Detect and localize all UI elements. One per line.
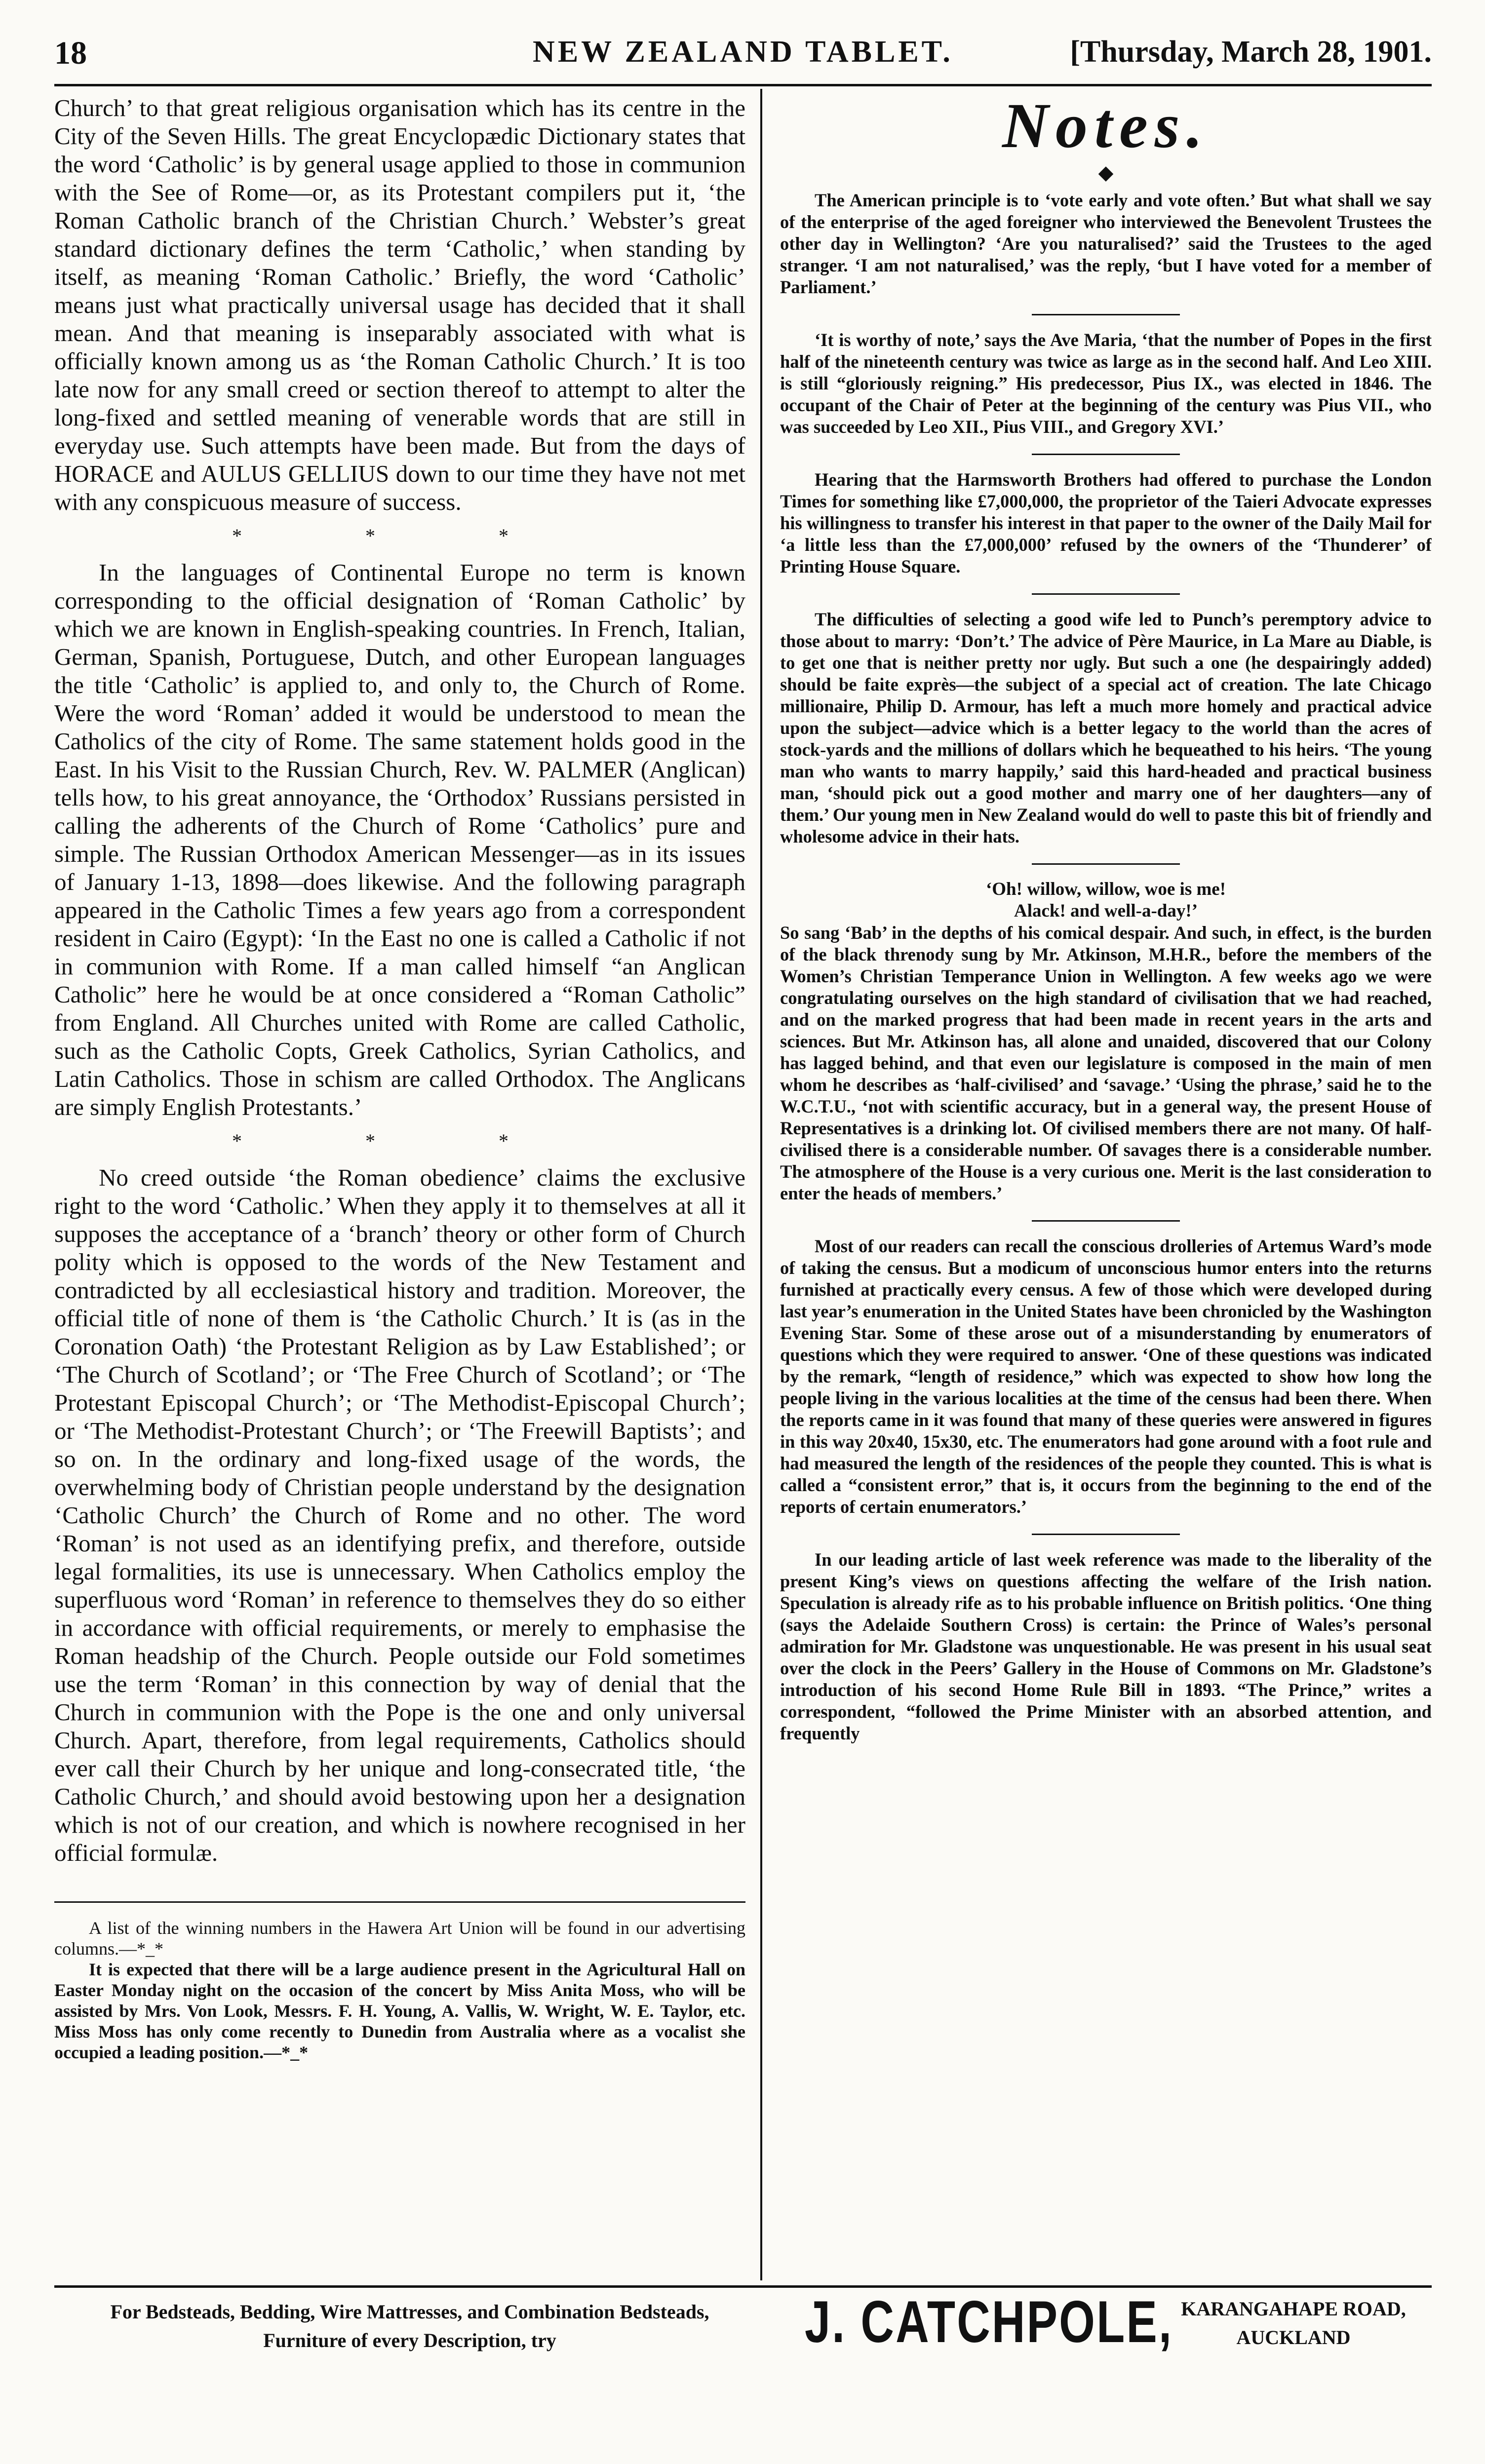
newspaper-page: [54, 15, 1432, 2448]
paper-title: NEW ZEALAND TABLET.: [533, 35, 953, 69]
note-divider: [1032, 1534, 1180, 1535]
masthead: [54, 35, 1432, 89]
verse-line: Alack! and well-a-day!’: [1014, 901, 1198, 921]
section-separator: * * *: [232, 1130, 568, 1152]
note-paragraph: Hearing that the Harmsworth Brothers had offered to purchase the London Times for something like £7,000,000, the proprietor of the Taieri Advocate expresses his willingness to transfer his interest in that paper to the owner of the Daily Mail for ‘a little less than the £7,000,000’ refused by the owners of the ‘Thunderer’ of Printing House Square.: [780, 469, 1432, 577]
note-divider: [1032, 1220, 1180, 1222]
note-divider: [1032, 314, 1180, 315]
short-notes: [54, 1901, 745, 2063]
verse-line: ‘Oh! willow, willow, woe is me!: [985, 879, 1226, 899]
short-note: It is expected that there will be a large audience present in the Agricultural Hall on Easter Monday night on the occasion of the concert by Miss Anita Moss, who will be assisted by Mrs. Von Look, Messrs. F. H. Young, A. Vallis, W. Wright, W. E. Taylor, etc. Miss Moss has only come recently to Dunedin from Australia where as a vocalist she occupied a leading position.—*_*: [54, 1960, 745, 2062]
header-rule: [54, 84, 1432, 86]
note-paragraph: So sang ‘Bab’ in the depths of his comical despair. And such, in effect, is the burden of the black threnody sung by Mr. Atkinson, M.H.R., before the members of the Women’s Christian Temperance Union in Wellington. A few weeks ago we were congratulating ourselves on the high standard of civilisation that we had reached, and on the marked progress that had been made in recent years in the arts and sciences. But Mr. Atkinson has, all alone and unaided, discovered that our Colony has lagged behind, and that even our legislature is composed in the main of men whom he describes as ‘half-civilised’ and ‘savage.’ ‘Using the phrase,’ said he to the W.C.T.U., ‘not with scientific accuracy, but in a general way, the present House of Representatives is a drinking lot. Of civilised members there are not many. Of half-civilised there is a considerable number. Of savages there is a considerable number. The atmosphere of the House is a very curious one. Merit is the last consideration to enter the heads of members.’: [780, 923, 1432, 1203]
section-separator: * * *: [232, 525, 568, 547]
ad-line: Furniture of every Description, try: [263, 2329, 556, 2351]
article-paragraph: Church’ to that great religious organisation which has its centre in the City of the Seven Hills. The great Encyclopædic Dictionary states that the word ‘Catholic’ is by general usage applied to those in communion with the See of Rome—or, as its Protestant compilers put it, ‘the Roman Catholic branch of the Christian Church.’ Webster’s great standard dictionary defines the term ‘Catholic,’ when standing by itself, as meaning ‘Roman Catholic.’ Briefly, the word ‘Catholic’ means just what practically universal usage has decided that it shall mean. And that meaning is inseparably associated with what is officially known among us as ‘the Roman Catholic Church.’ It is too late now for any small creed or section thereof to attempt to alter the long-fixed and settled meaning of venerable words that are still in everyday use. Such attempts have been made. But from the days of HORACE and AULUS GELLIUS down to our time they have not met with any conspicuous measure of success.: [54, 94, 745, 515]
ad-description: [54, 2298, 765, 2355]
ad-line: For Bedsteads, Bedding, Wire Mattresses, and Combination Bedsteads,: [110, 2301, 709, 2323]
footer-advertisement: [54, 2285, 1432, 2387]
note-divider: [1032, 454, 1180, 455]
note-paragraph: The American principle is to ‘vote early and vote often.’ But what shall we say of the enterprise of the aged foreigner who interviewed the Benevolent Trustees the other day in Wellington? ‘Are you naturalised?’ said the Trustees to the aged stranger. ‘I am not naturalised,’ was the reply, ‘but I have voted for a member of Parliament.’: [780, 190, 1432, 297]
note-paragraph: Most of our readers can recall the conscious drolleries of Artemus Ward’s mode of taking the census. But a modicum of unconscious humor enters into the returns furnished at practically every census. A few of those which were developed during last year’s enumeration in the United States have been chronicled by the Washington Evening Star. Some of these arose out of a misunderstanding by enumerators of questions which they were required to answer. ‘One of these questions was indicated by the remark, “length of residence,” which was expected to show how long the people living in the various localities at the time of the census had been there. When the reports came in it was found that many of these queries were answered in figures in this way 20x40, 15x30, etc. The enumerators had gone around with a foot rule and had measured the length of the residences of the people they counted. This is what is called a “consistent error,” that is, it occurs from the beginning to the end of the reports of certain enumerators.’: [780, 1236, 1432, 1517]
column-divider: [760, 89, 762, 2280]
ad-address-line: KARANGAHAPE ROAD,: [1181, 2298, 1406, 2320]
diamond-ornament-icon: ◆: [1098, 161, 1114, 184]
note-divider: [1032, 593, 1180, 595]
ad-address: [1155, 2295, 1432, 2352]
ad-business-name: J. CATCHPOLE,: [805, 2289, 1173, 2355]
note-paragraph: In our leading article of last week reference was made to the liberality of the present King’s views on questions affecting the welfare of the Irish nation. Speculation is already rife as to his probable influence on British politics. ‘One thing (says the Adelaide Southern Cross) is certain: the Prince of Wales’s personal admiration for Mr. Gladstone was unquestionable. He was present in his usual seat over the clock in the Peers’ Gallery in the House of Commons on Mr. Gladstone’s introduction of his second Home Rule Bill in 1893. “The Prince,” writes a correspondent, “followed the Prime Minister with an absorbed attention, and frequently: [780, 1549, 1432, 1743]
issue-date: [Thursday, March 28, 1901.: [1070, 35, 1432, 69]
left-column: [54, 94, 745, 2275]
article-paragraph: In the languages of Continental Europe no term is known corresponding to the official designation of ‘Roman Catholic’ by which we are known in English-speaking countries. In French, Italian, German, Spanish, Portuguese, Dutch, and other European languages the title ‘Catholic’ is applied to, and only to, the Church of Rome. Were the word ‘Roman’ added it would be understood to mean the Catholics of the city of Rome. The same statement holds good in the East. In his Visit to the Russian Church, Rev. W. PALMER (Anglican) tells how, to his great annoyance, the ‘Orthodox’ Russians persisted in calling the adherents of the Church of Rome ‘Catholics’ pure and simple. The Russian Orthodox American Messenger—as in its issues of January 1-13, 1898—does likewise. And the following paragraph appeared in the Catholic Times a few years ago from a correspondent resident in Cairo (Egypt): ‘In the East no one is called a Catholic if not in communion with Rome. If a man called himself “an Anglican Catholic” here he would be at once considered a “Roman Catholic” from England. All Churches united with Rome are called Catholic, such as the Catholic Copts, Greek Catholics, Syrian Catholics, and Latin Catholics. Those in schism are called Orthodox. The Anglicans are simply English Protestants.’: [54, 559, 745, 1120]
note-paragraph: ‘It is worthy of note,’ says the Ave Maria, ‘that the number of Popes in the first half of the nineteenth century was twice as large as in the second half. And Leo XIII. is still “gloriously reigning.” His predecessor, Pius IX., was elected in 1846. The occupant of the Chair of Peter at the beginning of the century was Pius VII., who was succeeded by Leo XII., Pius VIII., and Gregory XVI.’: [780, 330, 1432, 437]
notes-heading: Notes.: [1002, 94, 1210, 161]
article-paragraph: No creed outside ‘the Roman obedience’ claims the exclusive right to the word ‘Catholic.’ When they apply it to themselves at all it supposes the acceptance of a ‘branch’ theory or other form of Church polity which is opposed to the words of the New Testament and contradicted by all ecclesiastical history and tradition. Moreover, the official title of none of them is ‘the Catholic Church.’ It is (as in the Coronation Oath) ‘the Protestant Religion as by Law Established’; or ‘The Church of Scotland’; or ‘The Free Church of Scotland’; or ‘The Protestant Episcopal Church’; or ‘The Methodist-Episcopal Church’; or ‘The Methodist-Protestant Church’; or ‘The Freewill Baptists’; and so on. In the ordinary and long-fixed usage of the words, the overwhelming body of Christian people understand by the designation ‘Catholic Church’ the Church of Rome and no other. The word ‘Roman’ is not used as an identifying prefix, and therefore, outside legal formalities, its use is unnecessary. When Catholics employ the superfluous word ‘Roman’ in reference to themselves they do so either in accordance with official requirements, or merely to emphasise the Roman headship of the Church. People outside our Fold sometimes use the term ‘Roman’ in this connection by way of denial that the Church in communion with the Pope is the one and only universal Church. Apart, therefore, from legal requirements, Catholics should ever call their Church by her unique and long-consecrated title, ‘the Catholic Church,’ and should avoid bestowing upon her a designation which is not of our creation, and which is nowhere recognised in her official formulæ.: [54, 1164, 745, 1866]
short-note: A list of the winning numbers in the Hawera Art Union will be found in our advertising columns.—*_*: [54, 1918, 745, 1959]
note-divider: [1032, 863, 1180, 865]
right-column: [780, 94, 1432, 2275]
note-paragraph: The difficulties of selecting a good wife led to Punch’s peremptory advice to those about to marry: ‘Don’t.’ The advice of Père Maurice, in La Mare au Diable, is to get one that is neither pretty nor ugly. But such a one (he despairingly added) should be faite exprès—the subject of a special act of creation. The late Chicago millionaire, Philip D. Armour, has left a much more homely and practical advice upon the subject—advice which is a better legacy to the world than the acres of stock-yards and the millions of dollars which he bequeathed to his heirs. ‘The young man who wants to marry happily,’ said this hard-headed and practical business man, ‘should pick out a good mother and marry one of her daughters—any of them.’ Our young men in New Zealand would do well to paste this bit of friendly and wholesome advice in their hats.: [780, 609, 1432, 847]
ad-address-line: AUCKLAND: [1236, 2326, 1351, 2348]
page-number: 18: [54, 35, 87, 71]
